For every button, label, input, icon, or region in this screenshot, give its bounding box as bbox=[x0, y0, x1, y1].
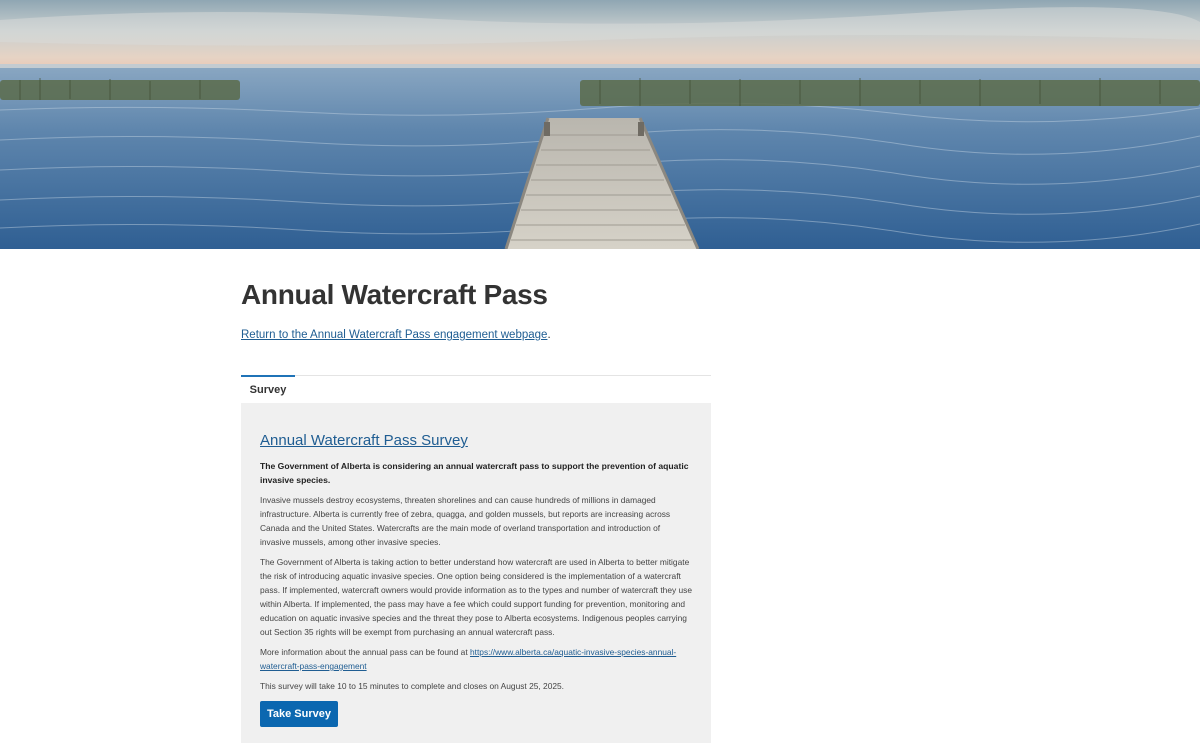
survey-lead: The Government of Alberta is considering an annual watercraft pass to support the prevention of aquatic invasive species. bbox=[260, 461, 689, 485]
more-info-prefix: More information about the annual pass can be found at bbox=[260, 647, 470, 657]
page-title: Annual Watercraft Pass bbox=[241, 279, 548, 310]
tab-bar bbox=[241, 375, 711, 404]
more-info-link[interactable]: https://www.alberta.ca/aquatic-invasive-species-annual-watercraft-pass-engagement bbox=[260, 647, 677, 671]
survey-panel bbox=[241, 403, 711, 743]
survey-paragraph-2: The Government of Alberta is taking action to better understand how watercraft are used in Alberta to better mitigate the risk of introducing aquatic invasive species. One option being considered is the implementation of a watercraft pass. If implemented, watercraft owners would provide information as to the types and number of watercraft they use within Alberta. If implemented, the pass may have a fee which could support funding for prevention, monitoring and education on aquatic invasive species and the threat they pose to Alberta ecosystems. Indigenous peoples carrying out Section 35 rights will be exempt from purchasing an annual watercraft pass. bbox=[260, 557, 692, 637]
return-line bbox=[241, 329, 551, 341]
hero-banner-image bbox=[0, 0, 1200, 249]
return-suffix: . bbox=[547, 329, 551, 341]
survey-duration: This survey will take 10 to 15 minutes to complete and closes on August 25, 2025. bbox=[260, 681, 564, 691]
survey-paragraph-1: Invasive mussels destroy ecosystems, threaten shorelines and can cause hundreds of millions in damaged infrastructure. Alberta is currently free of zebra, quagga, and golden mussels, but reports are increasing across Canada and the United States. Watercrafts are the main mode of overland transportation and introduction of invasive mussels, among other invasive species. bbox=[260, 495, 671, 547]
return-link[interactable]: Return to the Annual Watercraft Pass engagement webpage bbox=[241, 329, 548, 341]
more-info-paragraph bbox=[260, 645, 692, 673]
tab-survey[interactable]: Survey bbox=[241, 375, 295, 403]
take-survey-button[interactable]: Take Survey bbox=[260, 701, 338, 727]
survey-title-link[interactable]: Annual Watercraft Pass Survey bbox=[260, 432, 468, 449]
